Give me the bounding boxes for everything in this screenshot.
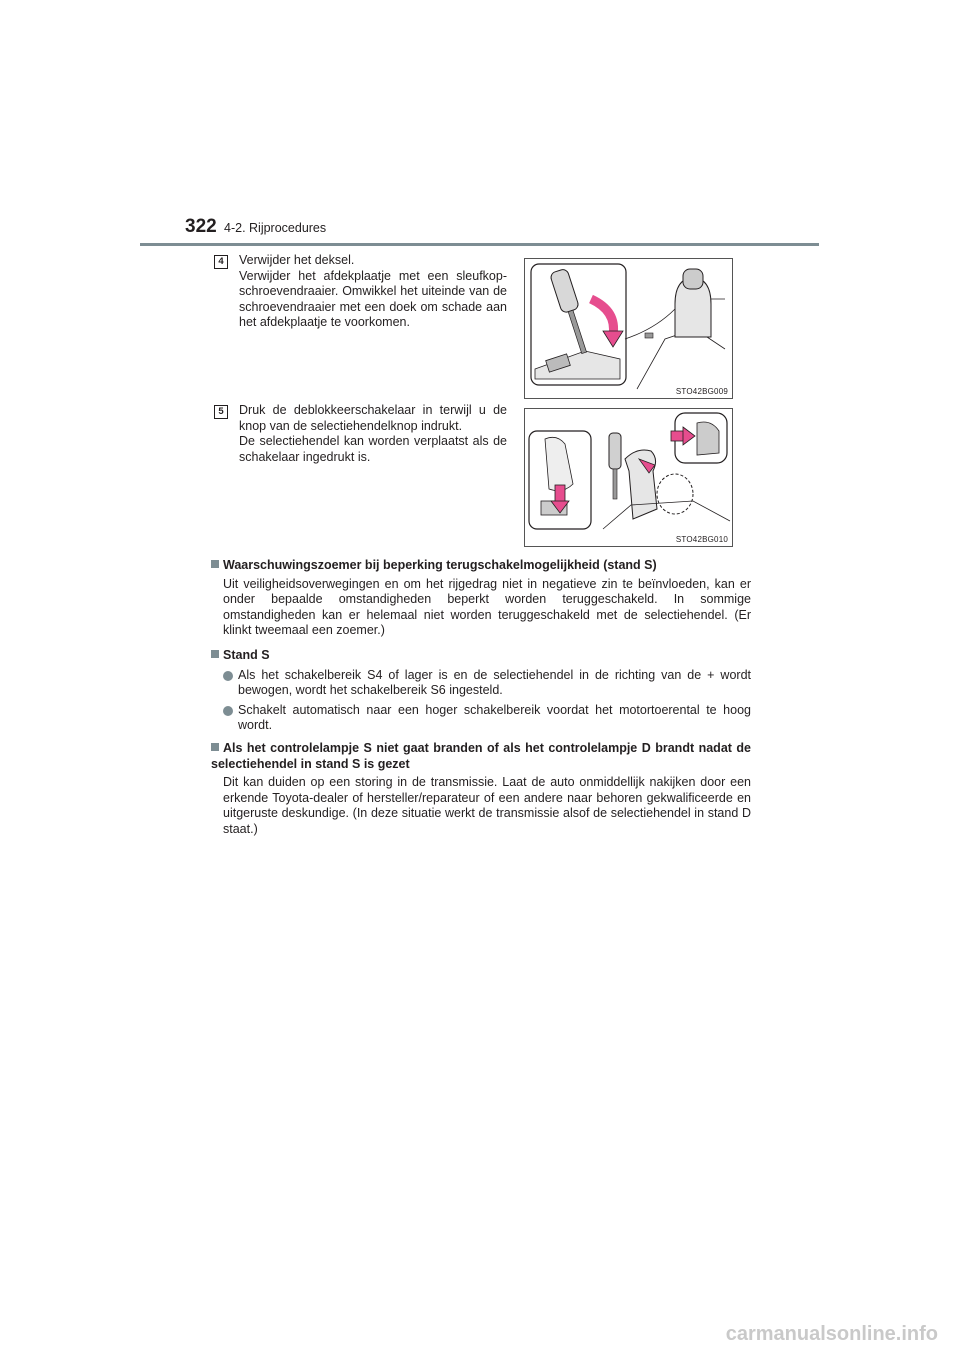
bullet-text: Als het schakelbereik S4 of lager is en de selectiehendel in de richting van de + wordt bewogen, wordt het schakelbereik S6 ingesteld. [238, 667, 751, 698]
section-body: Uit veiligheidsoverwegingen en om het rijgedrag niet in negatieve zin te beïnvloeden, kan er onder bepaalde omstandigheden beperkt worden teruggeschakeld. In sommige omstandigheden kan er helemaal niet worden teruggeschakeld met de selectiehendel. (Er klinkt tweemaal een zoemer.) [223, 576, 751, 638]
step-4-text [239, 253, 507, 331]
section-heading [211, 741, 751, 772]
section-stand-s [211, 648, 751, 734]
bullet-text: Schakelt automatisch naar een hoger schakelbereik voordat het motortoerental te hoog wordt. [238, 702, 751, 733]
section-warning-buzzer [211, 558, 751, 639]
square-bullet-icon [211, 560, 219, 568]
figure-release-switch [524, 408, 733, 547]
illustration-screwdriver-cover [525, 259, 732, 398]
header-rule [140, 243, 819, 246]
step-5-text [239, 403, 507, 465]
heading-text: Waarschuwingszoemer bij beperking terugschakelmogelijkheid (stand S) [223, 558, 657, 572]
section-heading [211, 648, 751, 664]
step-number-4: 4 [214, 255, 228, 269]
step-number-5: 5 [214, 405, 228, 419]
page-number: 322 [185, 216, 217, 237]
section-title: 4-2. Rijprocedures [224, 221, 327, 235]
illustration-release-switch [525, 409, 732, 546]
square-bullet-icon [211, 650, 219, 658]
step-5-line-1: Druk de deblokkeerschakelaar in terwijl u de knop van de selectiehendelknop indrukt. [239, 403, 507, 433]
section-indicator-lamp [211, 741, 751, 838]
heading-text: Stand S [223, 648, 270, 662]
square-bullet-icon [211, 743, 219, 751]
section-body: Dit kan duiden op een storing in de transmissie. Laat de auto onmiddellijk nakijken door een erkende Toyota-dealer of hersteller/reparateur of een andere naar behoren gekwalificeerde en uitgeruste deskundige. (In deze situatie werkt de transmissie alsof de selectiehendel in stand D staat.) [223, 775, 751, 836]
step-4-line-2: Verwijder het afdekplaatje met een sleufkop-schroevendraaier. Omwikkel het uiteinde van de schroevendraaier met een doek om schade aan het afdekplaatje te voorkomen. [239, 268, 507, 330]
heading-text: Als het controlelampje S niet gaat branden of als het controlelampje D brandt nadat de selectiehendel in stand S is gezet [211, 741, 751, 771]
circle-bullet-icon [223, 706, 233, 716]
bullet-item [211, 703, 751, 734]
bullet-item [211, 668, 751, 699]
step-5-line-2: De selectiehendel kan worden verplaatst als de schakelaar ingedrukt is. [239, 434, 507, 464]
step-4-line-1: Verwijder het deksel. [239, 253, 355, 267]
figure-remove-cover [524, 258, 733, 399]
figure-code: STO42BG010 [675, 535, 728, 544]
figure-code: STO42BG009 [675, 387, 728, 396]
watermark: carmanualsonline.info [725, 1323, 938, 1345]
section-heading [211, 558, 751, 574]
circle-bullet-icon [223, 671, 233, 681]
